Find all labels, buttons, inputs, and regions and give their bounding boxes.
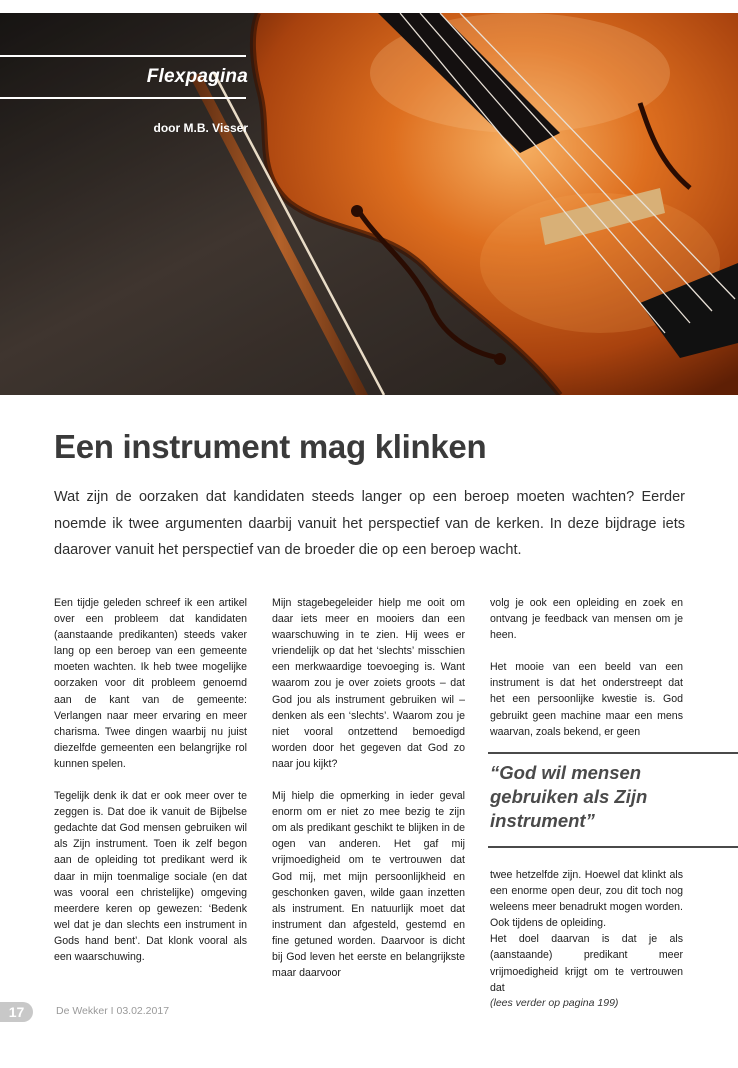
- paragraph: Mijn stagebegeleider hielp me ooit om daar iets meer en mooiers dan een waarschuwing in te zien. Hij wees er vriendelijk op dat het ‘slechts’ misschien een merkwaardige toevoeging is. Want waarom zou je over zoiets groots – dat God jou als instrument gebruiken wil – denken als een ‘slechts’. Waarom zou je niet vooral ontzettend bemoedigd worden door het gegeven dat God zo naar jou kijkt?: [272, 597, 465, 770]
- hero-photo: [0, 13, 738, 395]
- paragraph: Mij hielp die opmerking in ieder geval enorm om er niet zo mee bezig te zijn om als predikant geschikt te blijken in de ogen van anderen. Het gaf mij vrijmoedigheid om te vertrouwen dat God mij, met mijn persoonlijkheid en geschonken gaven, wilde gaan inzetten als instrument. En natuurlijk moet dat instrument dan afgesteld, gestemd en fine getuned worden. Daarvoor is dicht bij God leven het eerste en belangrijkste maar daarvoor: [272, 790, 465, 980]
- article-intro: Wat zijn de oorzaken dat kandidaten steeds langer op een beroep moeten wachten? Eerder noemde ik twee argumenten daarbij vanuit het perspectief van de kerken. In deze bijdrage iets daarover vanuit het perspectief van de broeder die op een beroep wacht.: [54, 489, 685, 558]
- text-column-1: [54, 595, 247, 965]
- violin-illustration: [0, 13, 738, 395]
- paragraph: Een tijdje geleden schreef ik een artikel over een probleem dat kandidaten (aanstaande predikanten) steeds vaker lang op een beroep van een gemeente moeten wachten. Ik heb twee mogelijke oorzaken voor dit probleem genoemd aan de kant van de gemeente: Verlangen naar meer ervaring en meer charisma. Twee dingen waarbij nu juist diezelfde gemeenten een belangrijke rol kunnen spelen.: [54, 597, 247, 770]
- continue-note: (lees verder op pagina 199): [490, 997, 619, 1009]
- author-byline: door M.B. Visser: [153, 121, 248, 135]
- article-headline: Een instrument mag klinken: [54, 428, 487, 465]
- label-rule-top: [0, 55, 246, 57]
- paragraph: twee hetzelfde zijn. Hoewel dat klinkt als een enorme open deur, zou dit toch nog weleens meer benadrukt mogen worden. Ook tijdens de opleiding.: [490, 869, 683, 930]
- pull-quote-rule-bottom: [488, 846, 738, 848]
- pull-quote: “God wil mensen gebruiken als Zijn instrument”: [490, 762, 648, 831]
- publication-footer: De Wekker I 03.02.2017: [56, 1005, 170, 1017]
- text-column-3-bottom: [490, 867, 683, 996]
- text-column-2: [272, 595, 465, 981]
- paragraph: Het mooie van een beeld van een instrument is dat het onderstreept dat het een persoonlijke kwestie is. God gebruikt geen machine maar een mens waarvan, zoals bekend, er geen: [490, 661, 683, 738]
- text-column-3-top: [490, 595, 683, 740]
- pull-quote-rule-top: [488, 752, 738, 754]
- page-number: 17: [0, 1002, 33, 1022]
- paragraph: Tegelijk denk ik dat er ook meer over te zeggen is. Dat doe ik vanuit de Bijbelse gedachte dat God mensen gebruiken wil als Zijn instrument. Toen ik zelf begon aan de opleiding tot predikant werd ik daar in mijn toenmalige sociale (en dat was vooral een christelijke) omgeving meerdere keren op gewezen: ‘Bedenk wel dat je dan slechts een instrument in Gods hand bent’. Dat klonk vooral als een waarschuwing.: [54, 790, 247, 963]
- paragraph: Het doel daarvan is dat je als (aanstaande) predikant meer vrijmoedigheid krijgt om te vertrouwen dat: [490, 933, 683, 994]
- paragraph: volg je ook een opleiding en zoek en ontvang je feedback van mensen om je heen.: [490, 597, 683, 642]
- label-rule-bottom: [0, 97, 246, 99]
- section-label: Flexpagina: [146, 66, 248, 87]
